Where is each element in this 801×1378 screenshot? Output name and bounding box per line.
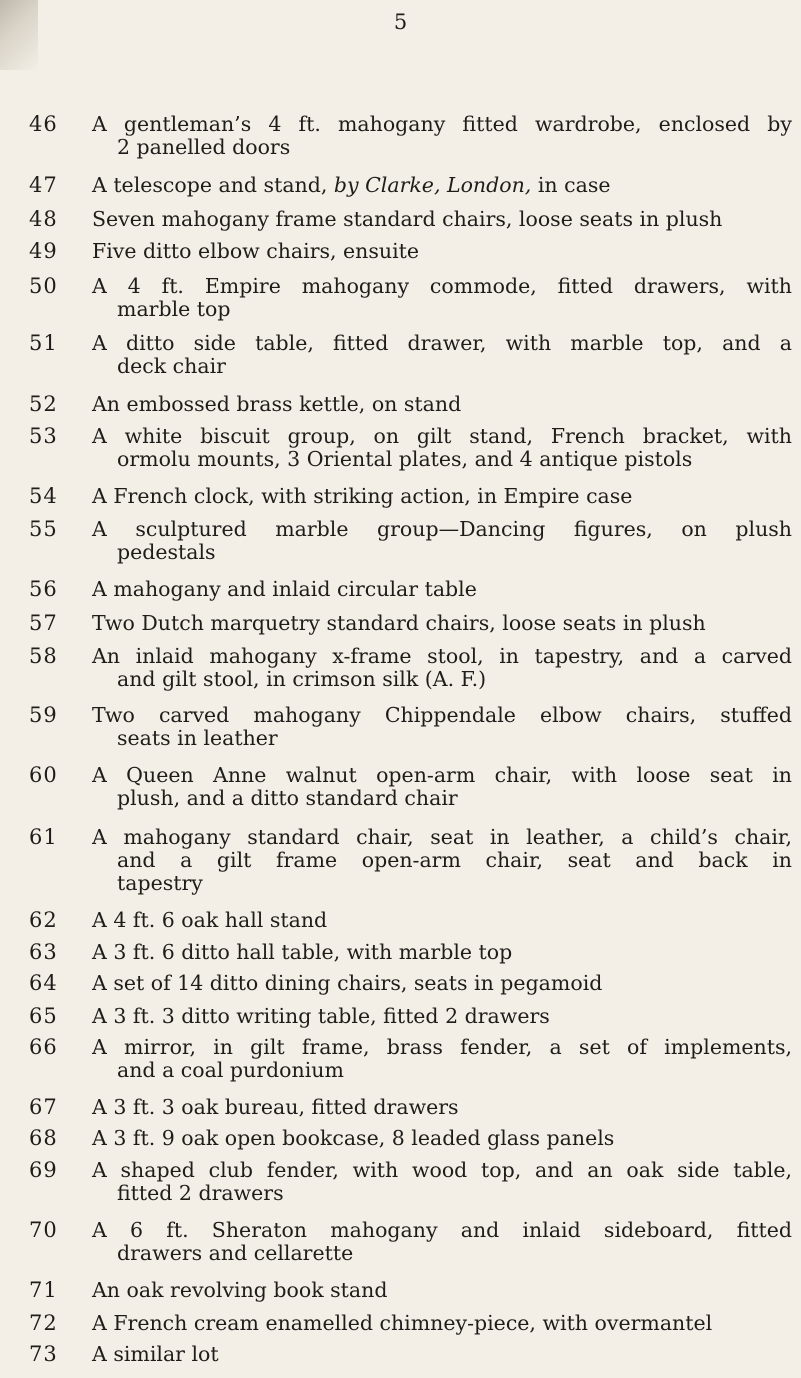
lot-line: and a gilt frame open-arm chair, seat and back in [117,848,792,872]
lot-line: A French cream enamelled chimney-piece, with overmantel [92,1311,713,1335]
lot-description [92,240,792,263]
lot-line: drawers and cellarette [117,1241,354,1265]
lot-description [92,612,792,635]
lot-description [92,909,792,932]
lot-description [92,485,792,508]
lot-line: pedestals [117,540,216,564]
lot-line: and gilt stool, in crimson silk (A. F.) [117,667,487,691]
lot-number: 65 [29,1004,58,1028]
lot-description [92,1159,792,1205]
lot-number: 49 [29,239,58,263]
lot-line: A shaped club fender, with wood top, and an oak side table, [92,1158,792,1182]
lot-line: An embossed brass kettle, on stand [92,392,462,416]
lot-line: A 4 ft. 6 oak hall stand [92,908,328,932]
lot-line: A sculptured marble group—Dancing figures, on plush [92,517,792,541]
lot-number: 50 [29,274,58,298]
lot-description [92,393,792,416]
lot-line: An oak revolving book stand [92,1278,388,1302]
lot-line: A 3 ft. 6 ditto hall table, with marble top [92,940,513,964]
lot-number: 48 [29,207,58,231]
lot-line: deck chair [117,354,226,378]
lot-line: A French clock, with striking action, in Empire case [92,484,633,508]
lot-description [92,764,792,810]
lot-number: 47 [29,173,58,197]
lot-line: ormolu mounts, 3 Oriental plates, and 4 antique pistols [117,447,693,471]
lot-line: A 3 ft. 3 oak bureau, fitted drawers [92,1095,459,1119]
lot-number: 63 [29,940,58,964]
lot-line: A Queen Anne walnut open-arm chair, with loose seat in [92,763,792,787]
lot-description [92,113,792,159]
lot-line: plush, and a ditto standard chair [117,786,458,810]
lot-description [92,208,792,231]
lot-number: 64 [29,971,58,995]
lot-number: 54 [29,484,58,508]
lot-line: A 3 ft. 3 ditto writing table, fitted 2 drawers [92,1004,550,1028]
lot-number: 71 [29,1278,58,1302]
lot-line: 2 panelled doors [117,135,291,159]
lot-line: A gentleman’s 4 ft. mahogany fitted wardrobe, enclosed by [92,112,792,136]
lot-description [92,275,792,321]
lot-description [92,1096,792,1119]
lot-number: 72 [29,1311,58,1335]
lot-description [92,332,792,378]
lot-line: A 6 ft. Sheraton mahogany and inlaid sideboard, fitted [92,1218,792,1242]
lot-line: seats in leather [117,726,278,750]
lot-description [92,1036,792,1082]
lot-description [92,578,792,601]
lot-description [92,645,792,691]
lot-line: A ditto side table, fitted drawer, with marble top, and a [92,331,792,355]
lot-line: A mahogany and inlaid circular table [92,577,477,601]
lot-description [92,1005,792,1028]
lot-number: 68 [29,1126,58,1150]
lot-number: 53 [29,424,58,448]
lot-number: 61 [29,825,58,849]
lot-number: 60 [29,763,58,787]
lot-line: A similar lot [92,1342,219,1366]
lot-number: 58 [29,644,58,668]
lot-line: Five ditto elbow chairs, ensuite [92,239,420,263]
lot-number: 55 [29,517,58,541]
lot-line: A set of 14 ditto dining chairs, seats in pegamoid [92,971,603,995]
lot-number: 69 [29,1158,58,1182]
lot-description [92,1343,792,1366]
lot-number: 73 [29,1342,58,1366]
lot-line: A 4 ft. Empire mahogany commode, fitted drawers, with [92,274,792,298]
lot-description [92,1219,792,1265]
lot-line: A mahogany standard chair, seat in leather, a child’s chair, [92,825,792,849]
lot-description [92,704,792,750]
page-number: 5 [393,10,408,34]
lot-line: tapestry [117,871,203,895]
lot-number: 70 [29,1218,58,1242]
lot-description [92,941,792,964]
lot-line: fitted 2 drawers [117,1181,284,1205]
lot-description [92,972,792,995]
lot-number: 62 [29,908,58,932]
lot-line: An inlaid mahogany x-frame stool, in tapestry, and a carved [92,644,792,668]
lot-number: 51 [29,331,58,355]
lot-description [92,826,792,895]
lot-description [92,1127,792,1150]
lot-number: 56 [29,577,58,601]
lot-description [92,518,792,564]
lot-line: Two Dutch marquetry standard chairs, loose seats in plush [92,611,706,635]
lot-number: 67 [29,1095,58,1119]
lot-line: Seven mahogany frame standard chairs, loose seats in plush [92,207,723,231]
lot-line: Two carved mahogany Chippendale elbow chairs, stuffed [92,703,792,727]
lot-number: 52 [29,392,58,416]
lot-line: marble top [117,297,231,321]
lot-number: 57 [29,611,58,635]
lot-description [92,1312,792,1335]
lot-description [92,174,792,197]
lot-number: 46 [29,112,58,136]
lot-line: A telescope and stand, by Clarke, London, in case [92,173,611,197]
lot-line: A 3 ft. 9 oak open bookcase, 8 leaded glass panels [92,1126,615,1150]
lot-number: 59 [29,703,58,727]
lot-description [92,425,792,471]
lot-number: 66 [29,1035,58,1059]
lot-line: A white biscuit group, on gilt stand, French bracket, with [92,424,792,448]
lot-description [92,1279,792,1302]
lot-line: and a coal purdonium [117,1058,344,1082]
lot-line: A mirror, in gilt frame, brass fender, a set of implements, [92,1035,792,1059]
